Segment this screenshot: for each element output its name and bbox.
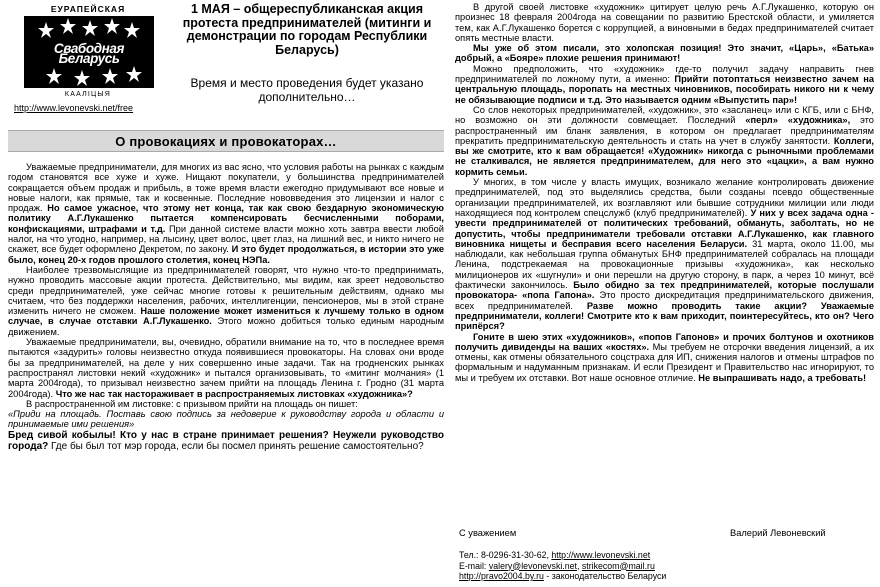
text-bold: Гоните в шею этих «художников», «попов Гапонов» и прочих болтунов и охотников получить дивиденды на ваших «костях». [455, 331, 874, 352]
text-bold: Не выпрашивать надо, а требовать! [698, 372, 867, 383]
text-bold: Разве можно проводить такие акции? Уважаемые предприниматели, коллеги! Смотрите кто к вам приходит, поинтересуйтесь, кто он? Чего припёрся? [455, 300, 874, 332]
email-label: E-mail: [459, 560, 487, 571]
text: 31 марта, около 11.00, мы наблюдали, как небольшая группа обманутых БНФ предпринимателей собралась на площади Ленина, подстрекаемая на провокационные призывы «художника», как несколько милиционеров их «шугнули» и они перешли на другую сторону, в парк, а через 10 минут, всё фактически закончилось. [455, 238, 874, 291]
text: Где бы был тот мэр города, если бы посмел принять решение самостоятельно? [51, 440, 424, 452]
text: Это просто дискредитация предпринимательского движения, всех предпринимателей. [455, 290, 874, 311]
text: Со слов некоторых предпринимателей, «художник», это «засланец» или с КГБ, или с БНФ, но возможно он эти должности совмещает. Последний [455, 104, 874, 126]
paragraph [8, 399, 444, 409]
paragraph [455, 2, 874, 43]
text: У многих, в том числе у власть имущих, возникало желание контролировать движение предпринимателей, под это выделялись средства, были созданы псевдо общественные организации предпринимателей, их возглавляют или бывшие сотрудники милиции или люди находящиеся под контролем спецслужб (клуб предпринимателей). [455, 177, 874, 218]
text-bold: Было обидно за тех предпринимателей, которые послушали провокатора- «попа Гапона». [455, 280, 874, 301]
text: В другой своей листовке «художник» цитирует целую речь А.Г.Лукашенко, которую он произнес 18 февраля 2004года на совещании по развитию Брестской области, и умиляется тем, как А.Г.Лукашенко борется с коррупцией, а виновными в бедах предпринимателей считает опять местные власти. [455, 2, 874, 43]
text-bold: У них у всех задача одна - увести предпринимателей от политических требований, обмануть, заболтать, но не допустить, чтобы предприниматели требовали отставки А.Г.Лукашенко, как главного виновника нищеты и бесправия всего населения Беларуси. [455, 207, 874, 249]
text-bold: Прийти потоптаться неизвестно зачем на центральную площадь, поропать на местных чиновников, пособирать никого ни к чему не обязывающие подписи и т.д. Это называется одним «Выпустить пар»! [455, 74, 874, 105]
email-link-2[interactable]: strikecom@mail.ru [581, 560, 655, 571]
paragraph [8, 430, 444, 452]
text-bold: И это будет продолжаться, в истории это уже было, конец 20-х годов прошлого столетия, конец НЭПа. [8, 244, 444, 265]
law-site-link[interactable]: http://pravo2004.by.ru [459, 571, 544, 581]
coalition-logo [14, 4, 152, 100]
site-link[interactable]: http://www.levonevski.net/free [14, 103, 134, 113]
logo-bottom-caption: КААЛІЦЫЯ [64, 91, 112, 98]
logo-top-caption: ЕУРАПЕЙСКАЯ [50, 4, 126, 14]
text-bold: Наше положение может измениться к лучшему только в одном случае, в случае отставки А.Г.Лукашенко. [8, 306, 445, 327]
text: Этого можно добиться только единым народным движением. [8, 316, 444, 337]
paragraph [455, 177, 874, 331]
right-body [455, 2, 874, 383]
text: это распространенный им бланк заявления, в котором он предлагает предпринимателям прекратить предпринимательскую деятельность и стать на учет в службу занятости. [455, 115, 874, 146]
contact-email-row: E-mail: valery@levonevski.net, strikecom@mail.ru [459, 560, 655, 571]
text: В распространенной им листовке: с призывом прийти на площадь он пишет: [26, 398, 358, 409]
sign-author: Валерий Левоневский [730, 528, 826, 538]
logo-emblem [24, 16, 154, 88]
text-bold: Коллеги, вы же смотрите, кто к вам обращается! «Художник» никогда с рыночными проблемами не сталкивался, не является предпринимателем, для него это «цацки», а вам нужно кормить семьи. [455, 135, 874, 177]
left-column [8, 0, 444, 587]
contact-law-row [459, 571, 666, 582]
text-bold: «перл» «художника», [745, 115, 851, 126]
left-body [8, 162, 444, 452]
text-bold: Мы уже об этом писали, это холопская позиция! Это значит, «Царь», «Батька» добрый, а «Бояре» плохие решения принимают! [455, 43, 874, 64]
subheadline: Время и место проведения будет указано дополнительно… [190, 76, 424, 104]
paragraph [8, 162, 444, 265]
right-column [455, 0, 874, 587]
phone-label: Тел.: 8-0296-31-30-62, [459, 550, 549, 560]
paragraph [455, 105, 874, 177]
paragraph [455, 43, 874, 64]
text: Наиболее трезвомыслящие из предпринимателей говорят, что нужно что-то предпринимать, нужно проводить массовые акции протеста. Действительно, мы видим, как зреет недовольство среди предпринимателей, уже сейчас многие готовы к решительным действиям, однако мы считаем, что без поддержки населения, рабочих, интеллигенции, пенсионеров, мы в этой стране изменить ничего не сможем. [8, 264, 444, 317]
email-link-1[interactable]: valery@levonevski.net [488, 560, 577, 571]
section-banner [8, 130, 444, 152]
paragraph [455, 332, 874, 383]
quote-text: «Приди на площадь. Поставь свою подпись за недоверие к руководству города и области и принимаемые ими решения» [8, 409, 444, 430]
text: Можно предположить, что «художник» где-то получил задачу направить гнев предпринимателей по ложному пути, а именно: [455, 63, 874, 85]
logo-wordmark: Свабодная Беларусь [53, 41, 125, 67]
paragraph [455, 64, 874, 105]
text-bold: Бред сивой кобылы! Кто у нас в стране принимает решения? Неужели руководство города? [8, 429, 444, 452]
header [8, 0, 444, 128]
text: При данной системе власти можно хоть завтра ввести любой налог, на что угодно, например, на лысину, цвет волос, цвет глаз, на лишний вес, и никто ничего не скажет, все будет оформлено Декретом, по закону. [8, 223, 444, 255]
contact-phone-row [459, 550, 666, 561]
headline: 1 МАЯ – общереспубликанская акция протеста предпринимателей (митинги и демонстрации по городам Республики Беларусь) [182, 2, 432, 57]
text: Уважаемые предприниматели, вы, очевидно, обратили внимание на то, что в последнее время пытаются «задурить» головы неизвестно откуда появившиеся провокаторы. На словах они вроде бы за предпринимателей, на деле у них совершенно иные задачи. Так на гродненских рынках распространял листовки некий «художник» и пытался организовывать, то «митинг молчания» (1 марта 2004года), то призывал неизвестно зачем прийти на площадь Ленина г. Гродно (31 марта 2004года). [8, 337, 444, 399]
text-bold: Что же нас так настораживает в распространяемых листовках «художника»? [55, 388, 413, 399]
text: Уважаемые предприниматели, для многих из вас ясно, что условия работы на рынках с каждым годом становятся все хуже и хуже. Нищают покупатели, у большинства предпринимателей сокращается объем продаж и прибыль, в тоже время власти ежегодно придумывают все новые и новые налоги, как прямые, так и косвенные. Последние нововведения это лицензии и налог с продаж. [8, 162, 444, 214]
website-link[interactable]: http://www.levonevski.net [551, 550, 651, 560]
paragraph [8, 265, 444, 337]
law-site-text: - законодательство Беларуси [546, 571, 667, 581]
text-bold: Но самое ужасное, что этому нет конца, так как свою бездарную экономическую политику А.Г.Лукашенко пытается компенсировать бесчисленными поборами, конфискациями, штрафами и т.д. [8, 203, 444, 234]
paragraph [8, 337, 444, 399]
section-title: О провокациях и провокаторах… [115, 134, 337, 149]
text: Мы требуем не отсрочки введения лицензий, а их отмены, как отмены обязательного соцстраха для ИП, снижения налогов и отмены штрафов по формальным и надуманным признакам. И если Президент и Правительство нас игнорируют, то мы и требуем их отставки. Вот наше основное отличие. [455, 341, 874, 383]
contacts [459, 550, 666, 582]
sign-regards: С уважением [459, 528, 517, 538]
quote [8, 409, 444, 430]
